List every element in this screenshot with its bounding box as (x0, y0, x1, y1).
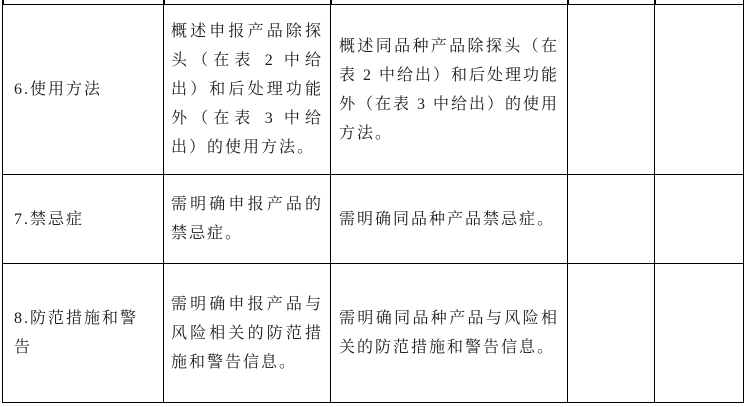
item-label: 7.禁忌症 (14, 210, 85, 228)
empty-cell (568, 5, 655, 175)
empty-cell (568, 175, 655, 264)
declared-product-requirement-text: 需明确申报产品的禁忌症。 (171, 196, 323, 242)
item-label: 6.使用方法 (14, 81, 103, 98)
item-cell (3, 264, 164, 402)
predicate-product-requirement-text: 概述同品种产品除探头（在表 2 中给出）和后处理功能外（在表 3 中给出）的使用方法。 (339, 37, 560, 142)
empty-cell (655, 175, 743, 264)
predicate-product-requirement-cell (331, 264, 568, 402)
declared-product-requirement-text: 需明确申报产品与风险相关的防范措施和警告信息。 (171, 295, 323, 371)
predicate-product-requirement-text: 需明确同品种产品禁忌症。 (339, 210, 556, 228)
empty-cell (568, 264, 655, 402)
declared-product-requirement-cell (164, 5, 331, 175)
predicate-product-requirement-text: 需明确同品种产品与风险相关的防范措施和警告信息。 (339, 310, 559, 356)
declared-product-requirement-cell (164, 175, 331, 264)
predicate-product-requirement-cell (331, 5, 568, 175)
comparison-table (2, 4, 744, 403)
empty-cell (655, 264, 743, 402)
declared-product-requirement-cell (164, 264, 331, 402)
item-cell (3, 5, 164, 175)
item-cell (3, 175, 164, 264)
item-label: 8.防范措施和警告 (14, 310, 139, 356)
predicate-product-requirement-cell (331, 175, 568, 264)
declared-product-requirement-text: 概述申报产品除探头（在表 2 中给出）和后处理功能外（在表 3 中给出）的使用方法。 (171, 23, 323, 156)
empty-cell (655, 5, 743, 175)
